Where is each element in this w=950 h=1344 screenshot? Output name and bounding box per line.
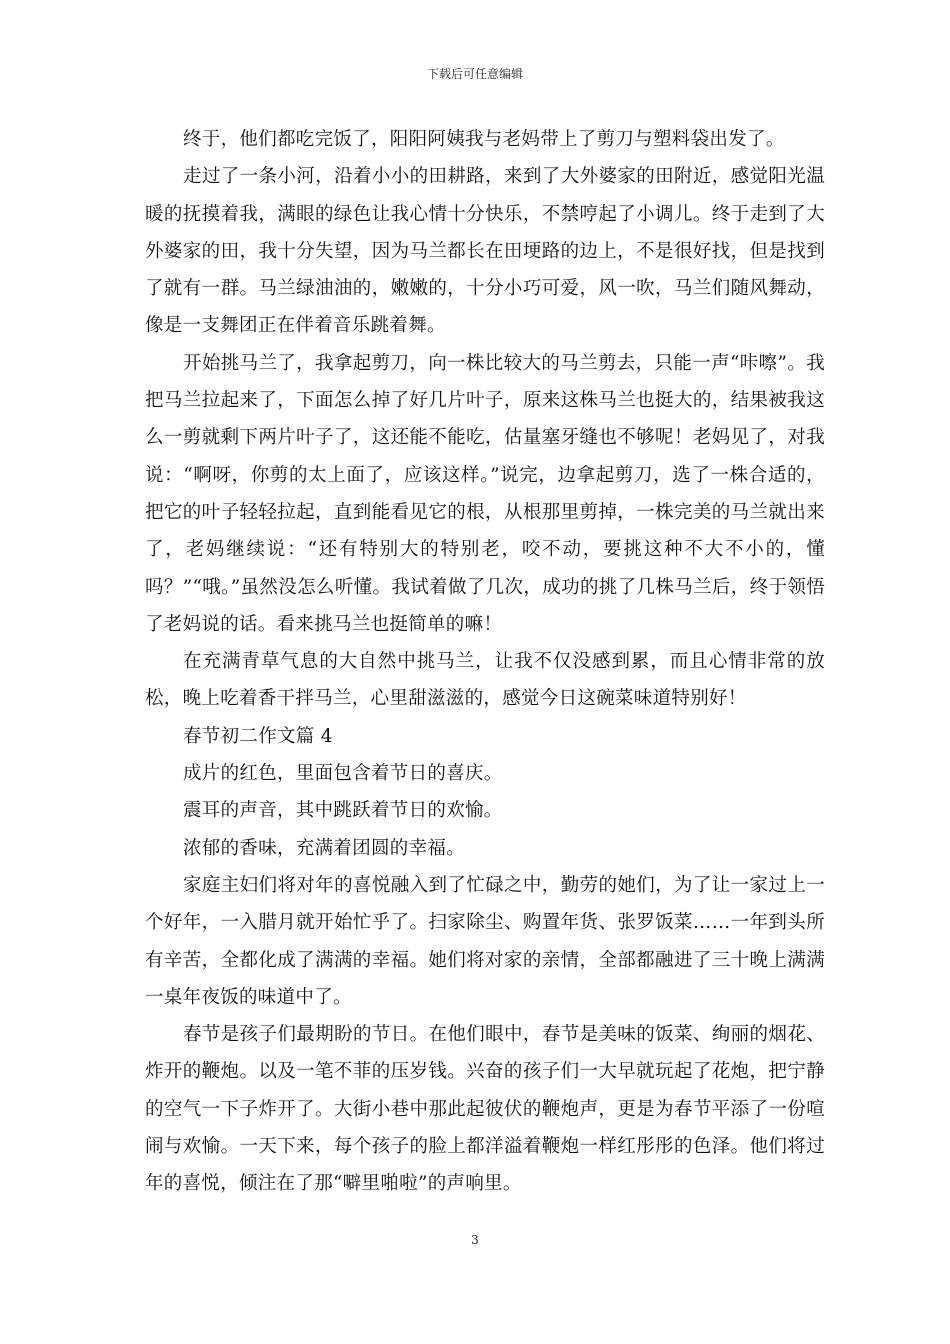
paragraph: 成片的红色，里面包含着节日的喜庆。 xyxy=(183,763,503,785)
paragraph: 浓郁的香味，充满着团圆的幸福。 xyxy=(183,837,466,859)
paragraph: 震耳的声音，其中跳跃着节日的欢愉。 xyxy=(183,800,503,822)
paragraph: 春节是孩子们最期盼的节日。在他们眼中，春节是美味的饭菜、绚丽的烟花、炸开的鞭炮。以及一笔不菲的压岁钱。兴奋的孩子们一大早就玩起了花炮，把宁静的空气一下子炸开了。大街小巷中那此起彼伏的鞭炮声，更是为春节平添了一份喧闹与欢愉。一天下来，每个孩子的脸上都洋溢着鞭炮一样红彤彤的色泽。他们将过年的喜悦，倾注在了那“噼里啪啦”的声响里。 xyxy=(145,1024,825,1195)
page-number: 3 xyxy=(471,1233,479,1247)
paragraph: 终于，他们都吃完饭了，阳阳阿姨我与老妈带上了剪刀与塑料袋出发了。 xyxy=(183,129,785,150)
paragraph: 开始挑马兰了，我拿起剪刀，向一株比较大的马兰剪去，只能一声“咔嚓”。我把马兰拉起来了，下面怎么掉了好几片叶子，原来这株马兰也挺大的，结果被我这么一剪就剩下两片叶子了，这还能不能吃，估量塞牙缝也不够呢！老妈见了，对我说：“啊呀，你剪的太上面了，应该这样。”说完，边拿起剪刀，选了一株合适的，把它的叶子轻轻拉起，直到能看见它的根，从根那里剪掉，一株完美的马兰就出来了，老妈继续说：“还有特别大的特别老，咬不动，要挑这种不大不小的，懂吗？”“哦。”虽然没怎么听懂。我试着做了几次，成功的挑了几株马兰后，终于领悟了老妈说的话。看来挑马兰也挺简单的嘛！ xyxy=(145,352,825,635)
paragraph: 家庭主妇们将对年的喜悦融入到了忙碌之中，勤劳的她们，为了让一家过上一个好年，一入腊月就开始忙乎了。扫家除尘、购置年货、张罗饭菜……一年到头所有辛苦，全都化成了满满的幸福。她们将对家的亲情，全部都融进了三十晚上满满一桌年夜饭的味道中了。 xyxy=(145,874,825,1008)
paragraph: 在充满青草气息的大自然中挑马兰，让我不仅没感到累，而且心情非常的放松，晚上吃着香干拌马兰，心里甜滋滋的，感觉今日这碗菜味道特别好！ xyxy=(145,651,825,710)
section-heading: 春节初二作文篇 4 xyxy=(183,725,333,747)
document-body xyxy=(145,121,825,1203)
paragraph: 走过了一条小河，沿着小小的田耕路，来到了大外婆家的田附近，感觉阳光温暖的抚摸着我，满眼的绿色让我心情十分快乐，不禁哼起了小调儿。终于走到了大外婆家的田，我十分失望，因为马兰都长在田埂路的边上，不是很好找，但是找到了就有一群。马兰绿油油的，嫩嫩的，十分小巧可爱，风一吹，马兰们随风舞动，像是一支舞团正在伴着音乐跳着舞。 xyxy=(145,166,825,337)
page-header: 下载后可任意编辑 xyxy=(426,67,523,81)
